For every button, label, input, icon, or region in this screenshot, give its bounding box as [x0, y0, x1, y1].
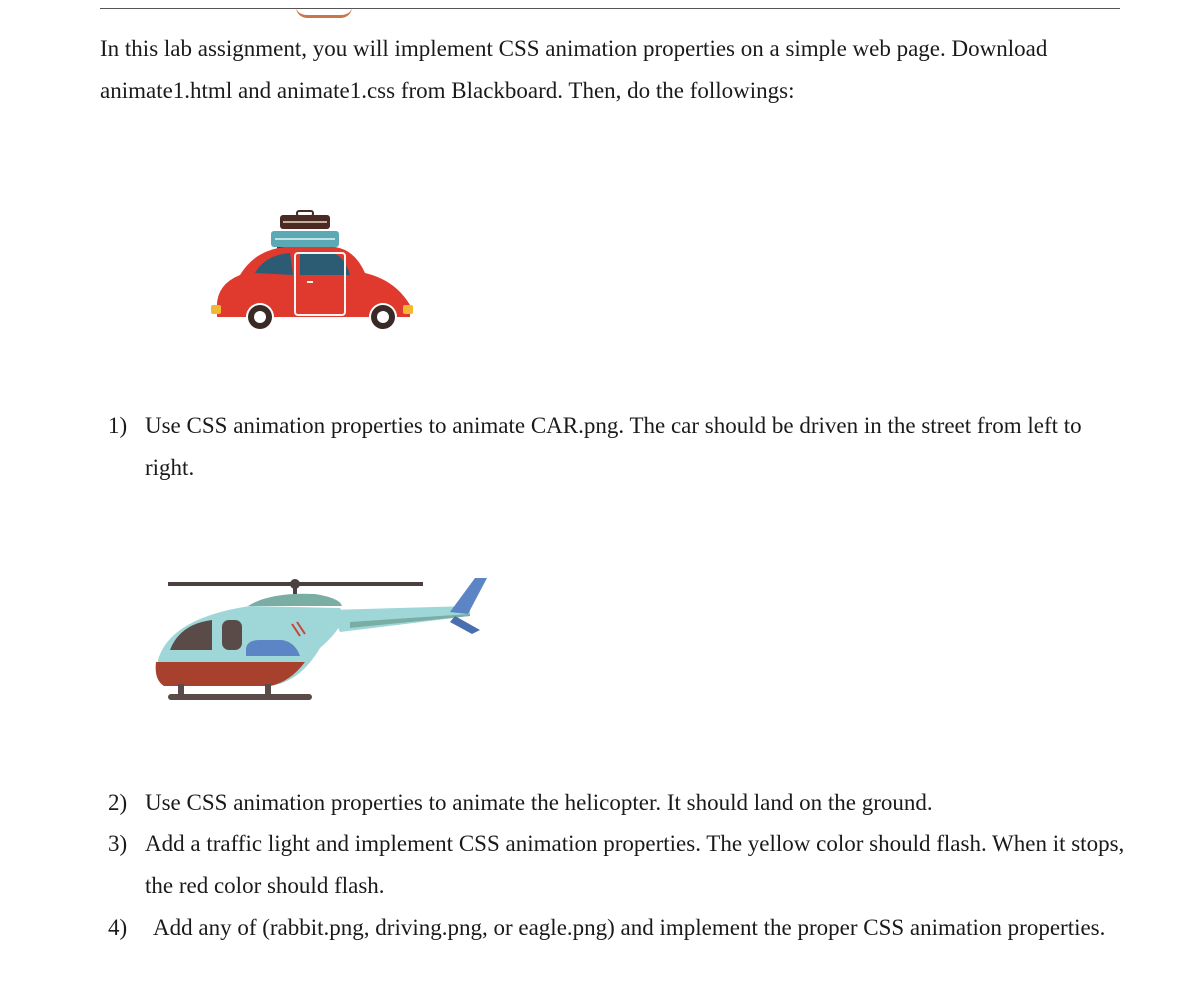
- task-2-text: Use CSS animation properties to animate the helicopter. It should land on the ground.: [145, 790, 933, 815]
- car-light-front: [403, 305, 413, 314]
- helicopter-tail-fin: [450, 578, 487, 614]
- intro-paragraph: In this lab assignment, you will implement CSS animation properties on a simple web page. Download animate1.html and animate1.css from Blackboard. Then, do the followings:: [100, 36, 1048, 103]
- task-1-text: Use CSS animation properties to animate CAR.png. The car should be driven in the street from left to right.: [145, 413, 1082, 480]
- car-light-rear: [211, 305, 221, 314]
- helicopter-illustration: [150, 570, 495, 710]
- task-3-number: 3): [108, 831, 128, 856]
- task-4-number: 4): [108, 915, 128, 940]
- task-1-number: 1): [108, 413, 128, 438]
- header-rule: [100, 8, 1120, 9]
- task-2-number: 2): [108, 790, 128, 815]
- task-3: [108, 823, 1128, 907]
- task-3-text: Add a traffic light and implement CSS animation properties. The yellow color should flash. When it stops, the red color should flash.: [145, 831, 1125, 898]
- task-1: [108, 405, 1128, 489]
- task-4: [108, 907, 1128, 949]
- task-2: [108, 782, 1128, 824]
- helicopter-side-window: [222, 620, 242, 650]
- task-4-text: Add any of (rabbit.png, driving.png, or eagle.png) and implement the proper CSS animation properties.: [153, 915, 1106, 940]
- car-illustration: [205, 205, 420, 340]
- header-decoration: [296, 7, 352, 18]
- helicopter-skid: [168, 694, 312, 700]
